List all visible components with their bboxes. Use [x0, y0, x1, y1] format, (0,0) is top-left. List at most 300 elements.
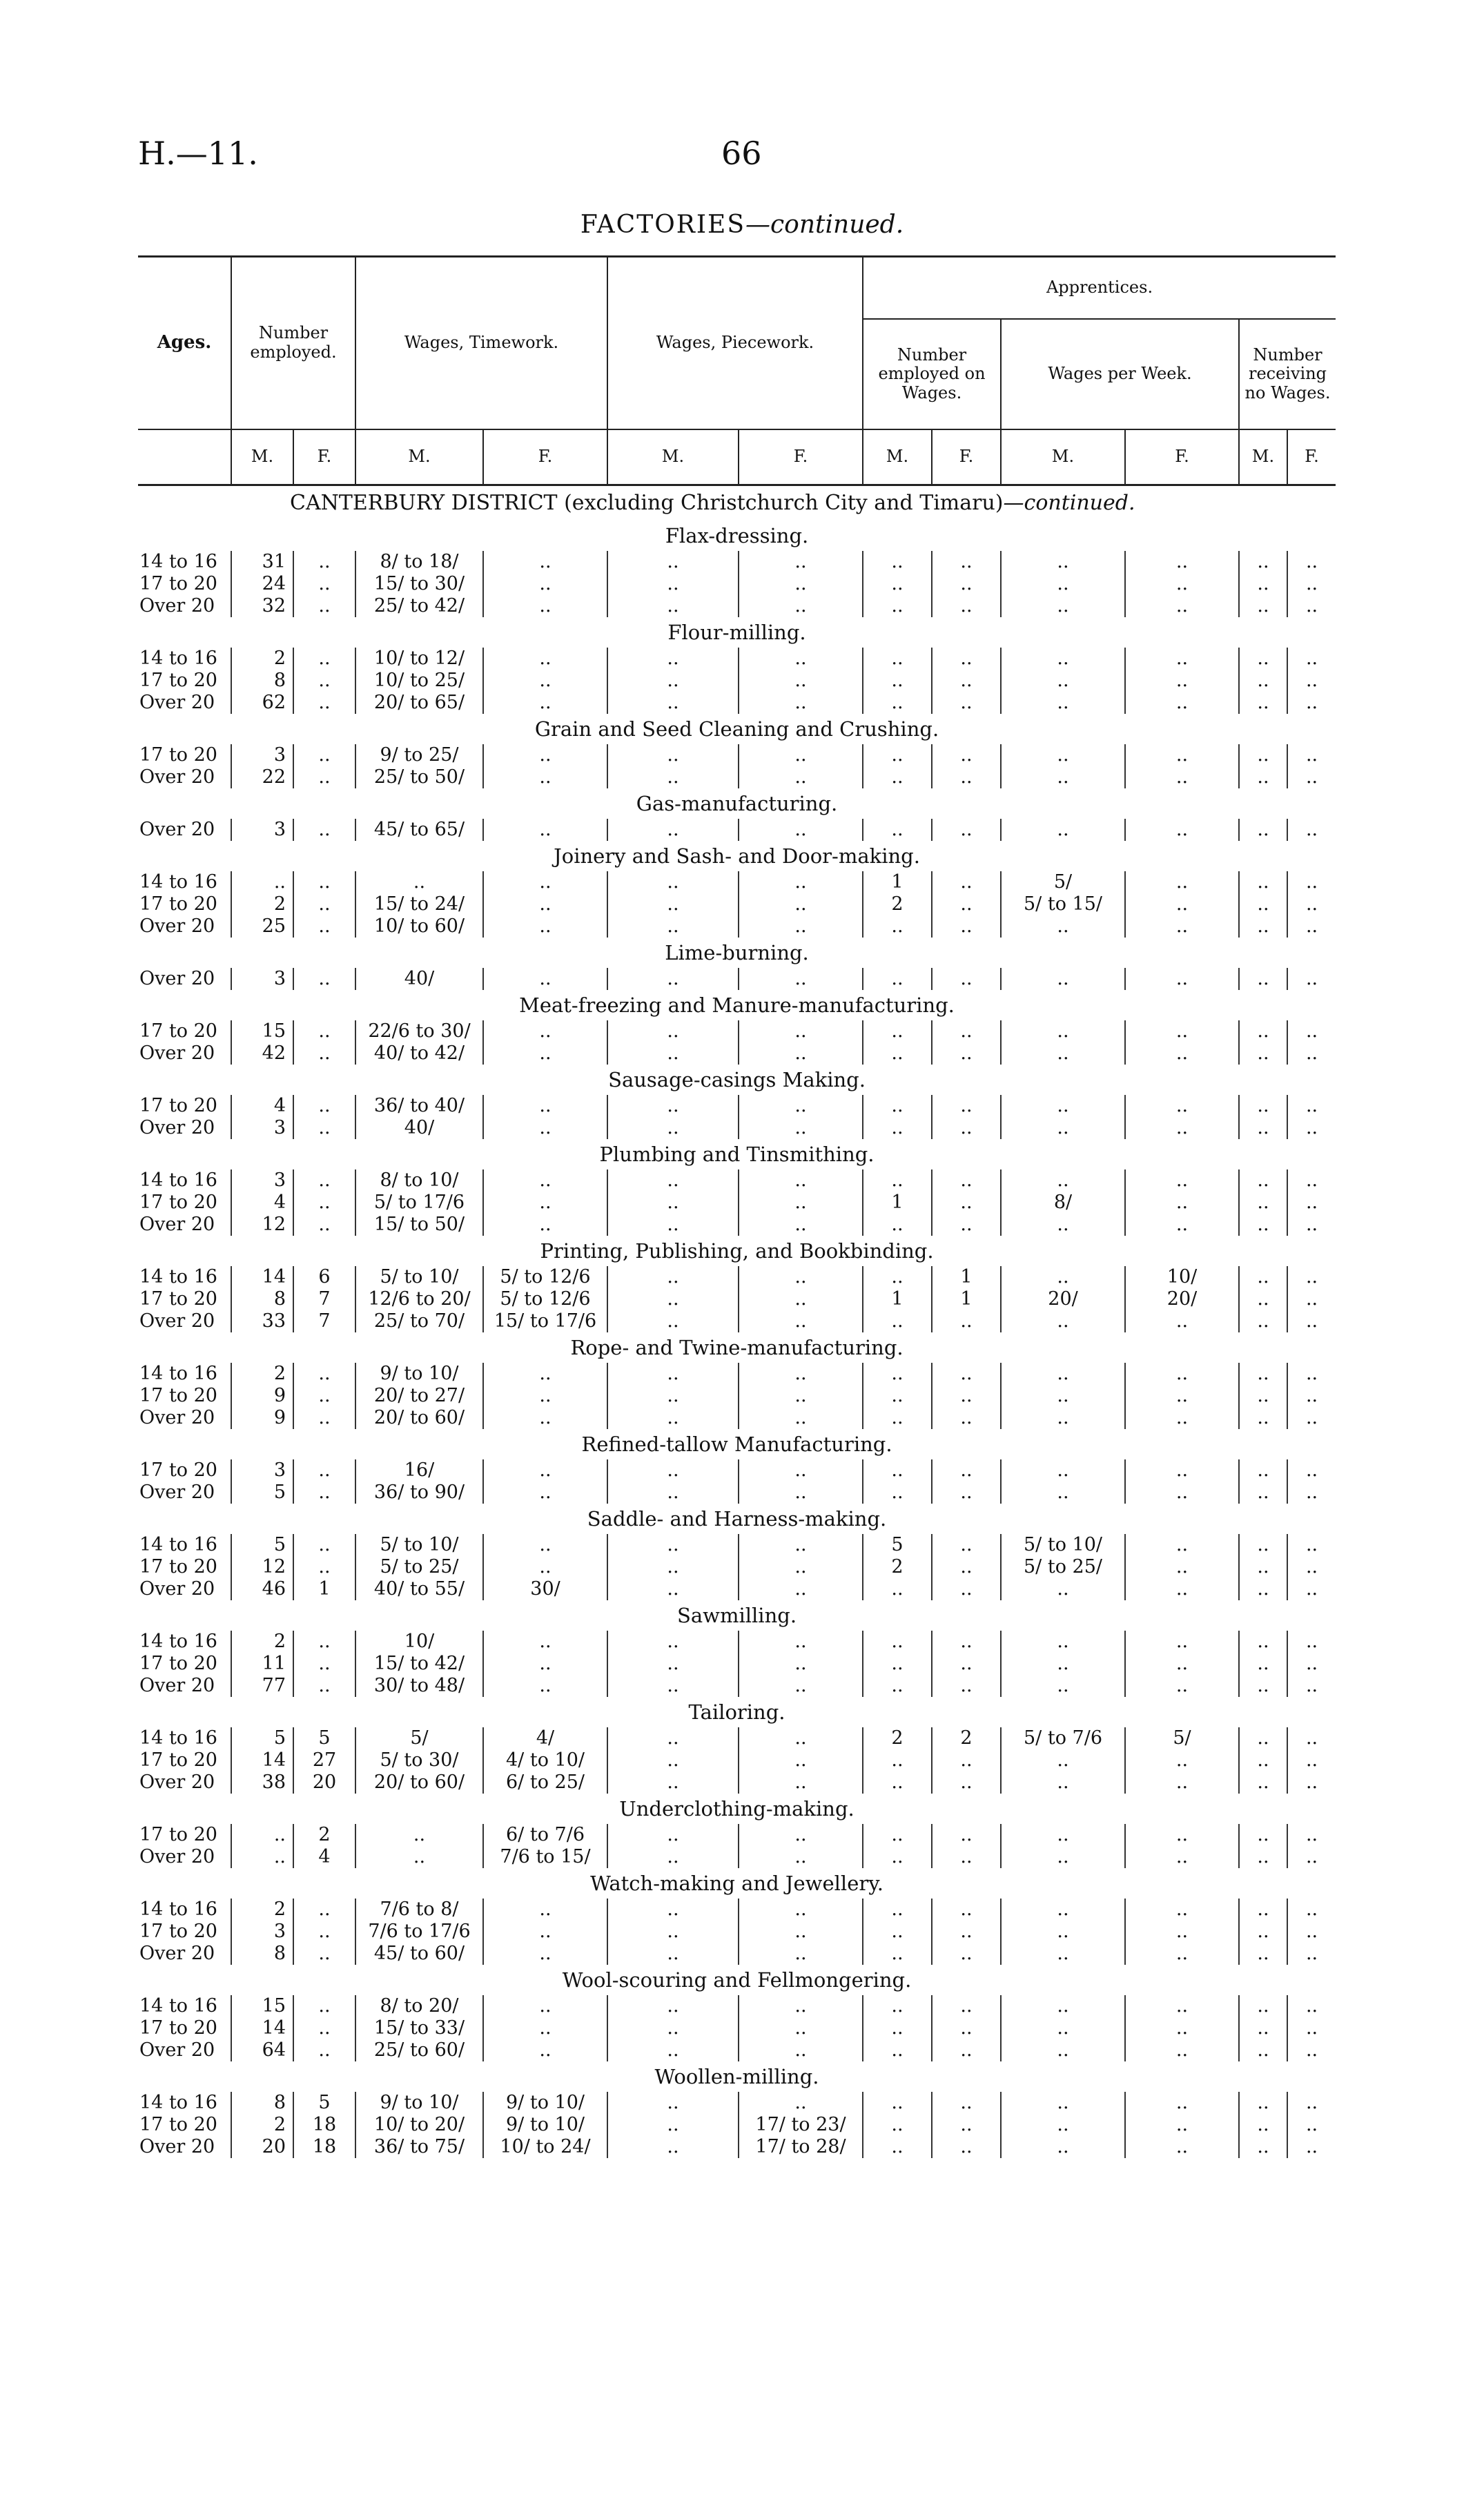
data-cell: 20 — [293, 1771, 355, 1794]
data-cell: .. — [607, 648, 739, 670]
table-row — [138, 1846, 1336, 1868]
col-m: M. — [607, 429, 739, 485]
data-cell: .. — [293, 1534, 355, 1556]
data-cell: .. — [1001, 2114, 1125, 2136]
data-cell: .. — [1239, 766, 1287, 788]
data-cell: .. — [932, 595, 1001, 617]
data-cell: .. — [1125, 2136, 1239, 2158]
data-cell: .. — [607, 1407, 739, 1429]
data-cell: .. — [607, 1578, 739, 1600]
data-cell: .. — [607, 1385, 739, 1407]
data-cell: .. — [1125, 819, 1239, 841]
data-cell: 4 — [231, 1095, 293, 1117]
data-cell: 15/ to 17/6 — [483, 1310, 607, 1332]
data-cell: .. — [607, 1266, 739, 1288]
data-cell: 16/ — [355, 1459, 483, 1482]
data-cell: .. — [1125, 968, 1239, 990]
data-cell: 15 — [231, 1995, 293, 2017]
age-cell: 14 to 16 — [139, 1899, 217, 1920]
data-cell: .. — [1239, 1117, 1287, 1139]
data-cell: .. — [293, 1921, 355, 1943]
data-cell: .. — [1239, 670, 1287, 692]
section-heading — [138, 714, 1336, 744]
data-cell: .. — [863, 1042, 932, 1065]
data-cell: 20/ — [1125, 1288, 1239, 1310]
data-cell: .. — [1125, 1459, 1239, 1482]
data-cell: .. — [1125, 1771, 1239, 1794]
data-cell: .. — [932, 744, 1001, 766]
data-cell: 6/ to 7/6 — [483, 1824, 607, 1846]
data-cell: .. — [293, 1192, 355, 1214]
data-cell: .. — [293, 551, 355, 573]
data-cell: .. — [1125, 1192, 1239, 1214]
data-cell: 5/ — [1125, 1727, 1239, 1749]
data-cell: .. — [1287, 1631, 1336, 1653]
data-cell: .. — [932, 1020, 1001, 1042]
data-cell: .. — [863, 1117, 932, 1139]
data-cell: .. — [1239, 551, 1287, 573]
data-cell: 9/ to 10/ — [355, 2092, 483, 2114]
section-heading — [138, 1600, 1336, 1631]
col-m: M. — [1239, 429, 1287, 485]
data-cell: .. — [1239, 1995, 1287, 2017]
data-cell: .. — [1125, 1020, 1239, 1042]
data-cell: .. — [1125, 744, 1239, 766]
data-cell: .. — [1001, 2136, 1125, 2158]
data-cell: .. — [739, 2092, 863, 2114]
data-cell: .. — [607, 744, 739, 766]
section-heading — [138, 1332, 1336, 1363]
data-cell: 64 — [231, 2039, 293, 2061]
data-cell: 8 — [231, 1288, 293, 1310]
data-cell: .. — [1125, 1921, 1239, 1943]
table-row — [138, 1117, 1336, 1139]
data-cell: 36/ to 75/ — [355, 2136, 483, 2158]
data-cell: 9 — [231, 1407, 293, 1429]
data-cell: .. — [1287, 1675, 1336, 1697]
data-cell: .. — [863, 670, 932, 692]
district-name: CANTERBURY DISTRICT (excluding Christchurch City and Timaru) — [290, 491, 1004, 515]
data-cell: 15/ to 30/ — [355, 573, 483, 595]
data-cell: .. — [1239, 1459, 1287, 1482]
data-cell: .. — [1287, 692, 1336, 714]
age-cell: 14 to 16 — [139, 1631, 217, 1652]
data-cell: 10/ to 20/ — [355, 2114, 483, 2136]
data-cell: .. — [1239, 1042, 1287, 1065]
col-appr-employed: Number employed on Wages. — [863, 319, 1001, 429]
data-cell: .. — [1287, 1578, 1336, 1600]
data-cell: 22 — [231, 766, 293, 788]
age-cell: 17 to 20 — [139, 670, 217, 691]
data-cell: .. — [483, 1534, 607, 1556]
data-cell: .. — [739, 1169, 863, 1192]
data-cell: .. — [1287, 1310, 1336, 1332]
table-row — [138, 1556, 1336, 1578]
data-cell: .. — [863, 1921, 932, 1943]
age-cell: Over 20 — [139, 1482, 215, 1503]
data-cell: .. — [863, 744, 932, 766]
table-row — [138, 1675, 1336, 1697]
data-cell: .. — [483, 2017, 607, 2039]
data-cell: .. — [1287, 1482, 1336, 1504]
data-cell: .. — [1001, 1042, 1125, 1065]
data-cell: .. — [607, 551, 739, 573]
data-cell: .. — [1001, 2092, 1125, 2114]
age-cell: 14 to 16 — [139, 871, 217, 893]
table-row — [138, 744, 1336, 766]
data-cell: .. — [1125, 1653, 1239, 1675]
data-cell: .. — [739, 1943, 863, 1965]
data-cell: .. — [483, 551, 607, 573]
col-f: F. — [293, 429, 355, 485]
age-cell: Over 20 — [139, 1214, 215, 1235]
data-cell: 6/ to 25/ — [483, 1771, 607, 1794]
age-cell: 14 to 16 — [139, 1534, 217, 1555]
data-cell: .. — [1239, 1771, 1287, 1794]
data-cell: .. — [1287, 551, 1336, 573]
data-cell: .. — [483, 1675, 607, 1697]
section-heading — [138, 990, 1336, 1020]
data-cell: .. — [607, 1020, 739, 1042]
data-cell: 36/ to 90/ — [355, 1482, 483, 1504]
data-cell: .. — [739, 1556, 863, 1578]
data-cell: .. — [1287, 1192, 1336, 1214]
data-cell: 10/ to 25/ — [355, 670, 483, 692]
table-row — [138, 1653, 1336, 1675]
table-row — [138, 2114, 1336, 2136]
data-cell: 8 — [231, 2092, 293, 2114]
data-cell: .. — [739, 1407, 863, 1429]
table-row — [138, 1459, 1336, 1482]
data-cell: .. — [1239, 1578, 1287, 1600]
table-row — [138, 1921, 1336, 1943]
data-cell: .. — [293, 1556, 355, 1578]
data-cell: .. — [483, 1169, 607, 1192]
data-cell: 2 — [231, 1363, 293, 1385]
data-cell: .. — [1239, 1846, 1287, 1868]
age-cell: 17 to 20 — [139, 1288, 217, 1310]
table-row — [138, 2017, 1336, 2039]
age-cell: 14 to 16 — [139, 1363, 217, 1384]
data-cell: .. — [607, 1042, 739, 1065]
age-cell: 17 to 20 — [139, 1921, 217, 1942]
data-cell: .. — [1287, 573, 1336, 595]
col-f: F. — [739, 429, 863, 485]
data-cell: 31 — [231, 551, 293, 573]
data-cell: .. — [863, 692, 932, 714]
data-cell: 25/ to 60/ — [355, 2039, 483, 2061]
data-cell: .. — [1125, 1846, 1239, 1868]
data-cell: .. — [607, 2136, 739, 2158]
data-cell: 5/ to 10/ — [355, 1534, 483, 1556]
data-cell: 5 — [293, 2092, 355, 2114]
data-cell: .. — [483, 1631, 607, 1653]
section-heading — [138, 1794, 1336, 1824]
section-heading — [138, 1965, 1336, 1995]
data-cell: .. — [863, 1407, 932, 1429]
data-cell: .. — [1001, 1117, 1125, 1139]
data-cell: .. — [932, 1675, 1001, 1697]
data-cell: .. — [1239, 1534, 1287, 1556]
title-main: FACTORIES — [580, 211, 745, 239]
data-cell: .. — [1239, 573, 1287, 595]
data-cell: .. — [293, 744, 355, 766]
table-row — [138, 551, 1336, 573]
data-cell: .. — [1287, 1727, 1336, 1749]
data-cell: 5 — [293, 1727, 355, 1749]
table-row — [138, 1192, 1336, 1214]
table-row — [138, 819, 1336, 841]
table-row — [138, 1995, 1336, 2017]
data-cell: .. — [1287, 1534, 1336, 1556]
data-cell: .. — [1001, 1407, 1125, 1429]
table-row — [138, 1407, 1336, 1429]
data-cell: 8/ to 20/ — [355, 1995, 483, 2017]
data-cell: .. — [1239, 1556, 1287, 1578]
data-cell: .. — [293, 1095, 355, 1117]
data-cell: 5/ to 10/ — [1001, 1534, 1125, 1556]
section-title: Woollen-milling. — [654, 2065, 819, 2088]
data-cell: .. — [1001, 1749, 1125, 1771]
section-title: Refined-tallow Manufacturing. — [581, 1433, 892, 1456]
data-cell: .. — [1239, 648, 1287, 670]
data-cell: .. — [483, 1407, 607, 1429]
data-cell: .. — [739, 1771, 863, 1794]
data-cell: .. — [1001, 595, 1125, 617]
data-cell: .. — [1001, 670, 1125, 692]
data-cell: .. — [355, 1824, 483, 1846]
age-cell: 17 to 20 — [139, 573, 217, 594]
data-cell: .. — [1125, 692, 1239, 714]
data-cell: .. — [739, 744, 863, 766]
data-cell: .. — [1125, 766, 1239, 788]
section-title: Flax-dressing. — [665, 524, 809, 547]
data-cell: 17/ to 28/ — [739, 2136, 863, 2158]
data-cell: 5/ to 15/ — [1001, 893, 1125, 915]
data-cell: .. — [739, 1921, 863, 1943]
table-row — [138, 1824, 1336, 1846]
data-cell: .. — [607, 1556, 739, 1578]
data-cell: .. — [1287, 670, 1336, 692]
data-cell: .. — [863, 2136, 932, 2158]
data-cell: .. — [1125, 1095, 1239, 1117]
age-cell: 17 to 20 — [139, 1385, 217, 1406]
data-cell: 4/ to 10/ — [483, 1749, 607, 1771]
data-cell: 6 — [293, 1266, 355, 1288]
data-cell: .. — [932, 1749, 1001, 1771]
data-cell: 10/ — [355, 1631, 483, 1653]
data-cell: 17/ to 23/ — [739, 2114, 863, 2136]
data-cell: .. — [863, 2114, 932, 2136]
data-cell: .. — [293, 968, 355, 990]
table-row — [138, 1534, 1336, 1556]
data-cell: .. — [1125, 2039, 1239, 2061]
data-cell: .. — [1287, 1921, 1336, 1943]
data-cell: .. — [863, 1363, 932, 1385]
data-cell: .. — [739, 968, 863, 990]
data-cell: .. — [293, 2039, 355, 2061]
data-cell: .. — [607, 819, 739, 841]
data-cell: .. — [863, 2017, 932, 2039]
data-cell: .. — [1239, 819, 1287, 841]
data-cell: 5/ — [355, 1727, 483, 1749]
data-cell: 8 — [231, 670, 293, 692]
data-cell: 11 — [231, 1653, 293, 1675]
data-cell: 5/ to 25/ — [355, 1556, 483, 1578]
table-row — [138, 573, 1336, 595]
data-cell: .. — [739, 1534, 863, 1556]
data-cell: 18 — [293, 2114, 355, 2136]
data-cell: .. — [739, 1288, 863, 1310]
data-cell: .. — [1001, 1943, 1125, 1965]
data-cell: .. — [483, 1095, 607, 1117]
data-cell: .. — [1001, 744, 1125, 766]
data-cell: .. — [293, 1459, 355, 1482]
data-cell: .. — [607, 1310, 739, 1332]
data-cell: .. — [932, 1192, 1001, 1214]
data-cell: .. — [1287, 1899, 1336, 1921]
data-cell: .. — [1287, 1095, 1336, 1117]
data-cell: .. — [483, 915, 607, 938]
data-cell: .. — [1125, 1578, 1239, 1600]
data-cell: .. — [863, 1214, 932, 1236]
data-cell: .. — [1125, 573, 1239, 595]
data-cell: .. — [607, 1192, 739, 1214]
data-cell: .. — [293, 1675, 355, 1697]
age-cell: Over 20 — [139, 1578, 215, 1600]
data-cell: .. — [739, 893, 863, 915]
data-cell: 3 — [231, 819, 293, 841]
data-cell: .. — [932, 1578, 1001, 1600]
data-cell: .. — [1125, 1214, 1239, 1236]
table-row — [138, 1943, 1336, 1965]
data-cell: 10/ to 24/ — [483, 2136, 607, 2158]
data-cell: .. — [739, 1020, 863, 1042]
data-cell: .. — [932, 2092, 1001, 2114]
data-cell: .. — [863, 1482, 932, 1504]
data-cell: .. — [483, 648, 607, 670]
age-cell: 17 to 20 — [139, 1556, 217, 1577]
data-cell: .. — [1125, 1995, 1239, 2017]
data-cell: .. — [293, 1995, 355, 2017]
report-code: H.—11. — [138, 135, 258, 172]
data-cell: .. — [739, 1995, 863, 2017]
section-heading — [138, 1868, 1336, 1899]
data-cell: .. — [1287, 1169, 1336, 1192]
data-cell: .. — [1001, 1824, 1125, 1846]
data-cell: .. — [607, 1095, 739, 1117]
data-cell: .. — [483, 1653, 607, 1675]
age-cell: Over 20 — [139, 1675, 215, 1696]
data-cell: .. — [293, 670, 355, 692]
age-cell: Over 20 — [139, 1771, 215, 1793]
data-cell: .. — [932, 1771, 1001, 1794]
data-cell: .. — [739, 1631, 863, 1653]
data-cell: .. — [1001, 1578, 1125, 1600]
district-label — [138, 485, 1336, 521]
data-cell: .. — [1001, 1846, 1125, 1868]
data-cell: 42 — [231, 1042, 293, 1065]
data-cell: .. — [739, 670, 863, 692]
age-cell: 17 to 20 — [139, 1459, 217, 1481]
data-cell: .. — [1001, 1020, 1125, 1042]
section-heading — [138, 521, 1336, 551]
data-cell: 1 — [863, 1288, 932, 1310]
data-cell: .. — [1125, 915, 1239, 938]
data-cell: .. — [932, 1095, 1001, 1117]
data-cell: 5/ to 25/ — [1001, 1556, 1125, 1578]
section-title: Flour-milling. — [667, 621, 806, 644]
data-cell: .. — [1001, 573, 1125, 595]
age-cell: Over 20 — [139, 1042, 215, 1064]
data-cell: .. — [1001, 968, 1125, 990]
age-cell: 14 to 16 — [139, 1995, 217, 2017]
col-f: F. — [932, 429, 1001, 485]
data-cell: .. — [739, 1385, 863, 1407]
data-cell: .. — [739, 1824, 863, 1846]
table-body — [138, 485, 1336, 2159]
table-row — [138, 871, 1336, 893]
data-cell: .. — [1239, 1631, 1287, 1653]
section-title: Grain and Seed Cleaning and Crushing. — [534, 717, 939, 741]
data-cell: .. — [932, 1363, 1001, 1385]
data-cell: .. — [607, 1749, 739, 1771]
age-cell: 17 to 20 — [139, 1095, 217, 1116]
data-cell: .. — [1001, 648, 1125, 670]
table-row — [138, 1363, 1336, 1385]
data-cell: 20/ to 65/ — [355, 692, 483, 714]
table-row — [138, 1266, 1336, 1288]
data-cell: .. — [863, 1095, 932, 1117]
data-cell: .. — [932, 1310, 1001, 1332]
section-title: Watch-making and Jewellery. — [590, 1872, 883, 1895]
data-cell: .. — [607, 968, 739, 990]
data-cell: .. — [932, 551, 1001, 573]
data-cell: 2 — [231, 893, 293, 915]
data-cell: .. — [1125, 1534, 1239, 1556]
data-cell: .. — [739, 1117, 863, 1139]
data-cell: .. — [483, 1214, 607, 1236]
data-cell: .. — [739, 1899, 863, 1921]
data-cell: .. — [1001, 1995, 1125, 2017]
data-cell: .. — [1239, 744, 1287, 766]
data-cell: 4 — [231, 1192, 293, 1214]
title-suffix: —continued. — [745, 211, 904, 239]
data-cell: .. — [1287, 1749, 1336, 1771]
data-cell: .. — [1239, 2039, 1287, 2061]
data-cell: 4 — [293, 1846, 355, 1868]
col-appr-no-wages: Number receiving no Wages. — [1239, 319, 1336, 429]
data-cell: .. — [1287, 1995, 1336, 2017]
data-cell: .. — [483, 1020, 607, 1042]
col-f: F. — [1287, 429, 1336, 485]
data-cell: .. — [607, 692, 739, 714]
data-cell: 2 — [932, 1727, 1001, 1749]
data-cell: .. — [293, 573, 355, 595]
table-row — [138, 968, 1336, 990]
data-cell: .. — [293, 1653, 355, 1675]
data-cell: 40/ — [355, 1117, 483, 1139]
data-cell: .. — [1239, 1824, 1287, 1846]
data-cell: 25/ to 42/ — [355, 595, 483, 617]
data-cell: .. — [483, 573, 607, 595]
data-cell: .. — [863, 1266, 932, 1288]
data-cell: .. — [1125, 1943, 1239, 1965]
data-cell: .. — [863, 915, 932, 938]
table-row — [138, 915, 1336, 938]
data-cell: .. — [1287, 1363, 1336, 1385]
table-row — [138, 1482, 1336, 1504]
